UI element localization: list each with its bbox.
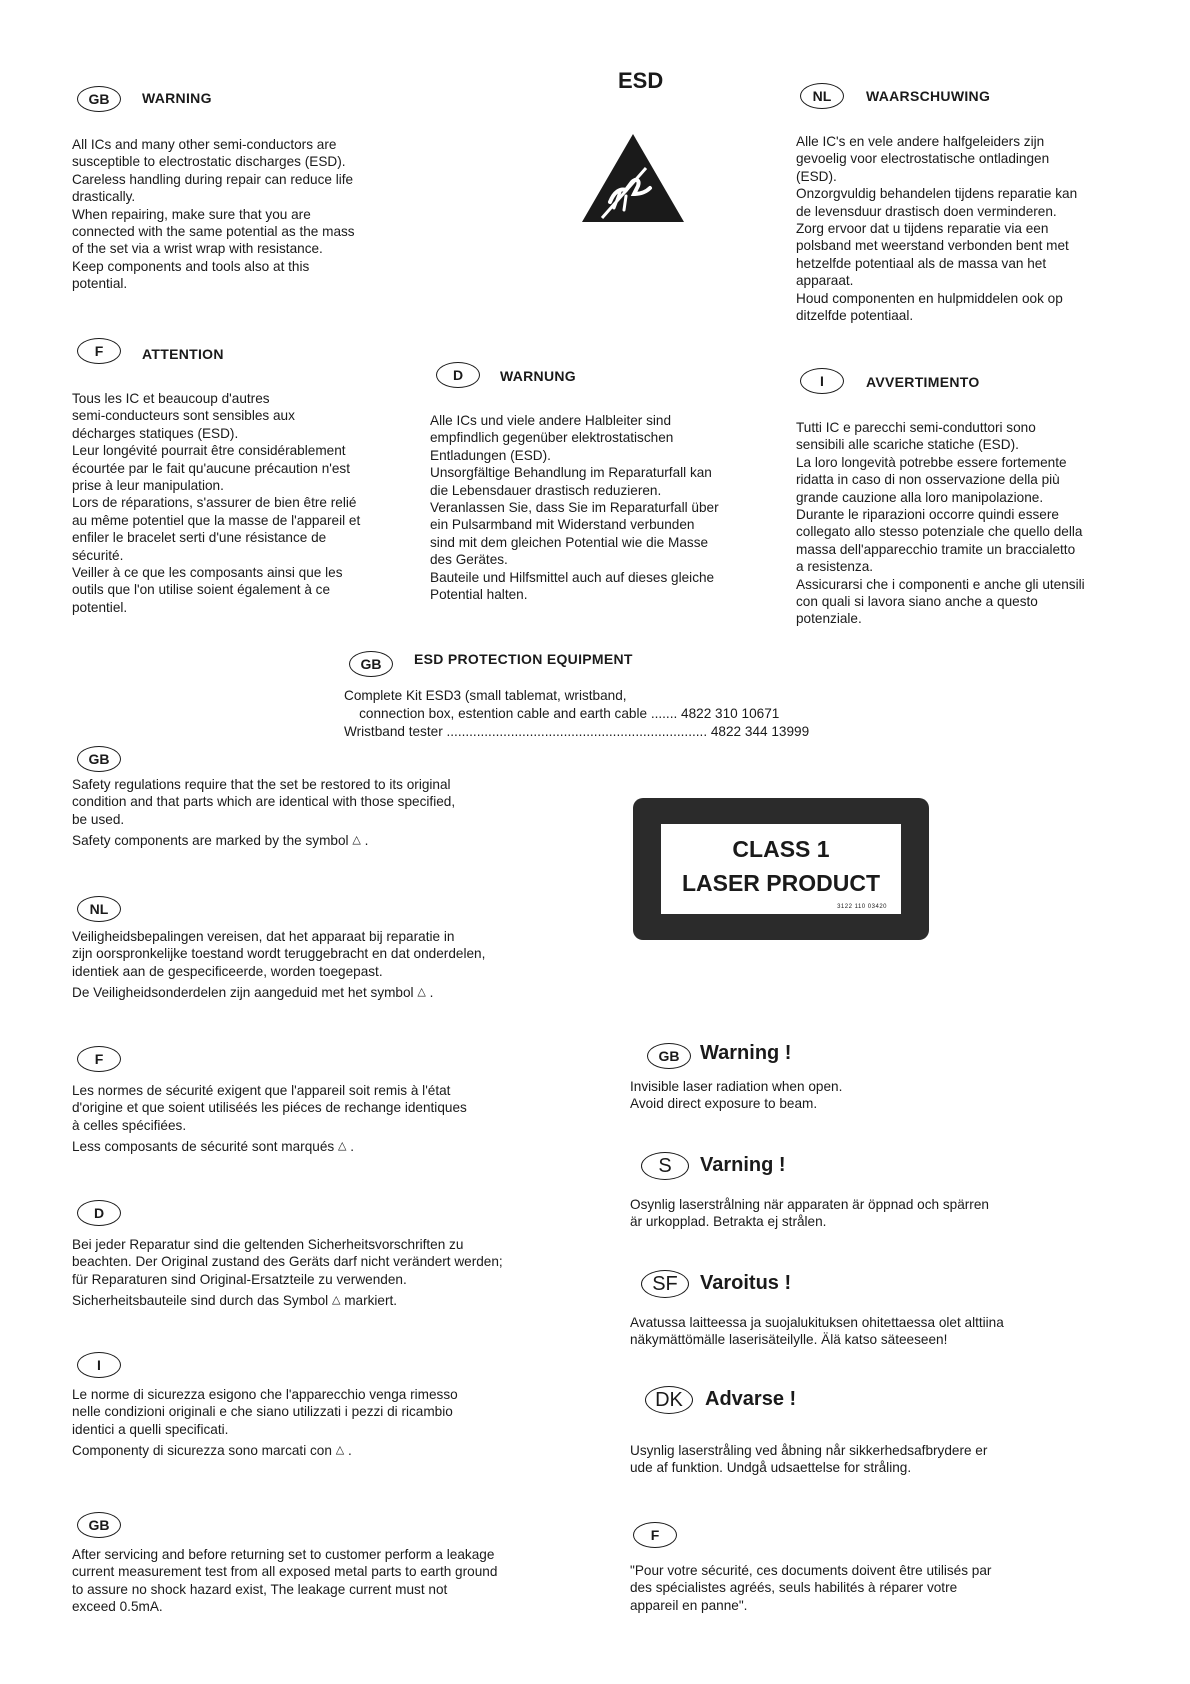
laser-class-label-inner <box>661 824 901 914</box>
laser-product-line: LASER PRODUCT <box>681 870 881 896</box>
lang-badge-gb: GB <box>77 746 121 772</box>
safety-f-end: . <box>350 1139 355 1154</box>
safety-i-symbol-text: Componenty di sicurezza sono marcati con <box>72 1443 332 1458</box>
safety-nl-end: . <box>429 985 434 1000</box>
laser-label-code: 3122 110 03420 <box>837 904 887 910</box>
lang-badge-sf: SF <box>641 1270 689 1298</box>
lang-badge-gb: GB <box>77 1512 121 1538</box>
laser-gb-text: Invisible laser radiation when open. Avoid direct exposure to beam. <box>630 1079 843 1112</box>
laser-sf-title: Varoitus ! <box>700 1272 792 1294</box>
laser-sf-text: Avatussa laitteessa ja suojalukituksen ohitettaessa olet alttiina näkymättömälle laserisäteilylle. Älä katso säteeseen! <box>630 1315 1004 1348</box>
safety-i-text: Le norme di sicurezza esigono che l'apparecchio venga rimesso nelle condizioni originali e che siano utilizzati i pezzi di ricambio identici a quelli specificati. <box>72 1387 458 1437</box>
safety-i-symbol-line <box>72 1442 632 1459</box>
warning-triangle-icon: △ <box>335 1444 345 1456</box>
lang-badge-f: F <box>77 1046 121 1072</box>
esd-f-text: Tous les IC et beaucoup d'autres semi-conducteurs sont sensibles aux décharges statiques (ESD). Leur longévité pourrait être considérablement écourtée par le fait qu'aucune précaution n'est prise à leur manipulation. Lors de réparations, s'assurer de bien être relié au même potentiel que la masse de l'appareil et enfiler le bracelet serti d'une résistance de sécurité. Veiller à ce que les composants ainsi que les outils que l'on utilise soient également à ce potentiel. <box>72 391 361 615</box>
safety-gb-end: . <box>364 833 369 848</box>
lang-badge-f: F <box>77 338 121 364</box>
safety-gb-text: Safety regulations require that the set be restored to its original condition and that parts which are identical with those specified, be used. <box>72 777 456 827</box>
equipment-line-3: Wristband tester ..................................................................... 4822 344 13999 <box>344 724 810 739</box>
warning-triangle-icon: △ <box>352 834 361 846</box>
safety-gb-symbol-text: Safety components are marked by the symbol <box>72 833 349 848</box>
laser-s-text: Osynlig laserstrålning när apparaten är öppnad och spärren är urkopplad. Betrakta ej strålen. <box>630 1197 989 1230</box>
safety-i-end: . <box>347 1443 352 1458</box>
lang-badge-d: D <box>436 362 480 388</box>
lang-badge-nl: NL <box>800 83 844 109</box>
safety-f-symbol-line <box>72 1138 632 1155</box>
safety-nl-symbol-line <box>72 984 632 1001</box>
equipment-line-2: connection box, estention cable and earth cable ....... 4822 310 10671 <box>344 706 780 721</box>
warning-triangle-icon: △ <box>417 986 426 998</box>
safety-f-symbol-text: Less composants de sécurité sont marqués <box>72 1139 335 1154</box>
lang-badge-d: D <box>77 1200 121 1226</box>
safety-d-text: Bei jeder Reparatur sind die geltenden Sicherheitsvorschriften zu beachten. Der Original zustand des Geräts darf nicht verändert werden; für Reparaturen sind Original-Ersatzteile zu verwenden. <box>72 1237 503 1287</box>
lang-badge-gb: GB <box>77 86 121 112</box>
lang-badge-gb: GB <box>647 1043 691 1069</box>
lang-badge-i: I <box>800 368 844 394</box>
laser-gb-title: Warning ! <box>700 1042 792 1064</box>
esd-d-title: WARNUNG <box>500 368 576 384</box>
esd-gb-text: All ICs and many other semi-conductors are susceptible to electrostatic discharges (ESD). Careless handling during repair can reduce life drastically. When repairing, make sure that you are connected with the same potential as the mass of the set via a wrist wrap with resistance. Keep components and tools also at this potential. <box>72 137 355 292</box>
esd-f-title: ATTENTION <box>142 346 224 362</box>
safety-nl-symbol-text: De Veiligheidsonderdelen zijn aangeduid met het symbol <box>72 985 414 1000</box>
laser-dk-title: Advarse ! <box>705 1388 797 1410</box>
lang-badge-f: F <box>633 1522 677 1548</box>
laser-f-text: "Pour votre sécurité, ces documents doivent être utilisés par des spécialistes agréés, seuls habilités à réparer votre appareil en panne". <box>630 1563 992 1613</box>
esd-nl-title: WAARSCHUWING <box>866 88 991 104</box>
safety-leakage-text: After servicing and before returning set to customer perform a leakage current measurement test from all exposed metal parts to earth ground to assure no shock hazard exist, The leakage current must not exceed 0.5mA. <box>72 1547 498 1615</box>
esd-gb-title: WARNING <box>142 90 212 106</box>
safety-d-end: markiert. <box>344 1293 398 1308</box>
laser-class-line: CLASS 1 <box>732 836 830 862</box>
esd-nl-text: Alle IC's en vele andere halfgeleiders zijn gevoelig voor electrostatische ontladingen (ESD). Onzorgvuldig behandelen tijdens reparatie kan de levensduur drastisch doen verminderen. Zorg ervoor dat u tijdens reparatie via een polsband met weerstand verbonden bent met hetzelfde potentiaal als de massa van het apparaat. Houd componenten en hulpmiddelen ook op ditzelfde potentiaal. <box>796 134 1078 324</box>
equipment-title: ESD PROTECTION EQUIPMENT <box>414 651 633 667</box>
lang-badge-s: S <box>641 1152 689 1180</box>
esd-d-text: Alle ICs und viele andere Halbleiter sind empfindlich gegenüber elektrostatischen Entladungen (ESD). Unsorgfältige Behandlung im Reparaturfall kan die Lebensdauer drastisch reduzieren. Veranlassen Sie, dass Sie im Reparaturfall über ein Pulsarmband mit Widerstand verbunden sind mit dem gleichen Potential wie die Masse des Gerätes. Bauteile und Hilfsmittel auch auf dieses gleiche Potential halten. <box>430 413 719 603</box>
warning-triangle-icon: △ <box>337 1140 347 1152</box>
esd-i-title: AVVERTIMENTO <box>866 374 980 390</box>
esd-i-text: Tutti IC e parecchi semi-conduttori sono sensibili alle scariche statiche (ESD). La loro longevità potrebbe essere fortemente ridatta in caso di non osservazione della più grande cauzione alla loro manipolazione. Durante le riparazioni occorre quindi essere collegato allo stesso potenziale che quello della massa dell'apparecchio tramite un braccialetto a resistenza. Assicurarsi che i componenti e anche gli utensili con quali si lavora siano anche a questo potenziale. <box>796 420 1085 627</box>
esd-warning-icon <box>580 132 686 224</box>
esd-heading: ESD <box>618 68 664 93</box>
lang-badge-dk: DK <box>645 1386 693 1414</box>
laser-dk-text: Usynlig laserstråling ved åbning når sikkerhedsafbrydere er ude af funktion. Undgå udsaettelse for stråling. <box>630 1443 988 1476</box>
safety-d-symbol-line <box>72 1292 632 1309</box>
lang-badge-gb: GB <box>349 651 393 677</box>
warning-triangle-icon: △ <box>331 1294 341 1306</box>
equipment-line-1: Complete Kit ESD3 (small tablemat, wristband, <box>344 688 627 703</box>
lang-badge-nl: NL <box>77 896 121 922</box>
laser-s-title: Varning ! <box>700 1154 786 1176</box>
safety-d-symbol-text: Sicherheitsbauteile sind durch das Symbol <box>72 1293 329 1308</box>
lang-badge-i: I <box>77 1352 121 1378</box>
safety-nl-text: Veiligheidsbepalingen vereisen, dat het apparaat bij reparatie in zijn oorspronkelijke toestand wordt teruggebracht en dat onderdelen, identiek aan de gespecificeerde, worden toegepast. <box>72 929 486 979</box>
safety-gb-symbol-line <box>72 832 592 849</box>
laser-class-label <box>633 798 929 940</box>
safety-f-text: Les normes de sécurité exigent que l'appareil soit remis à l'état d'origine et que soient utiliséés les piéces de rechange identiques à celles spécifiées. <box>72 1083 467 1133</box>
